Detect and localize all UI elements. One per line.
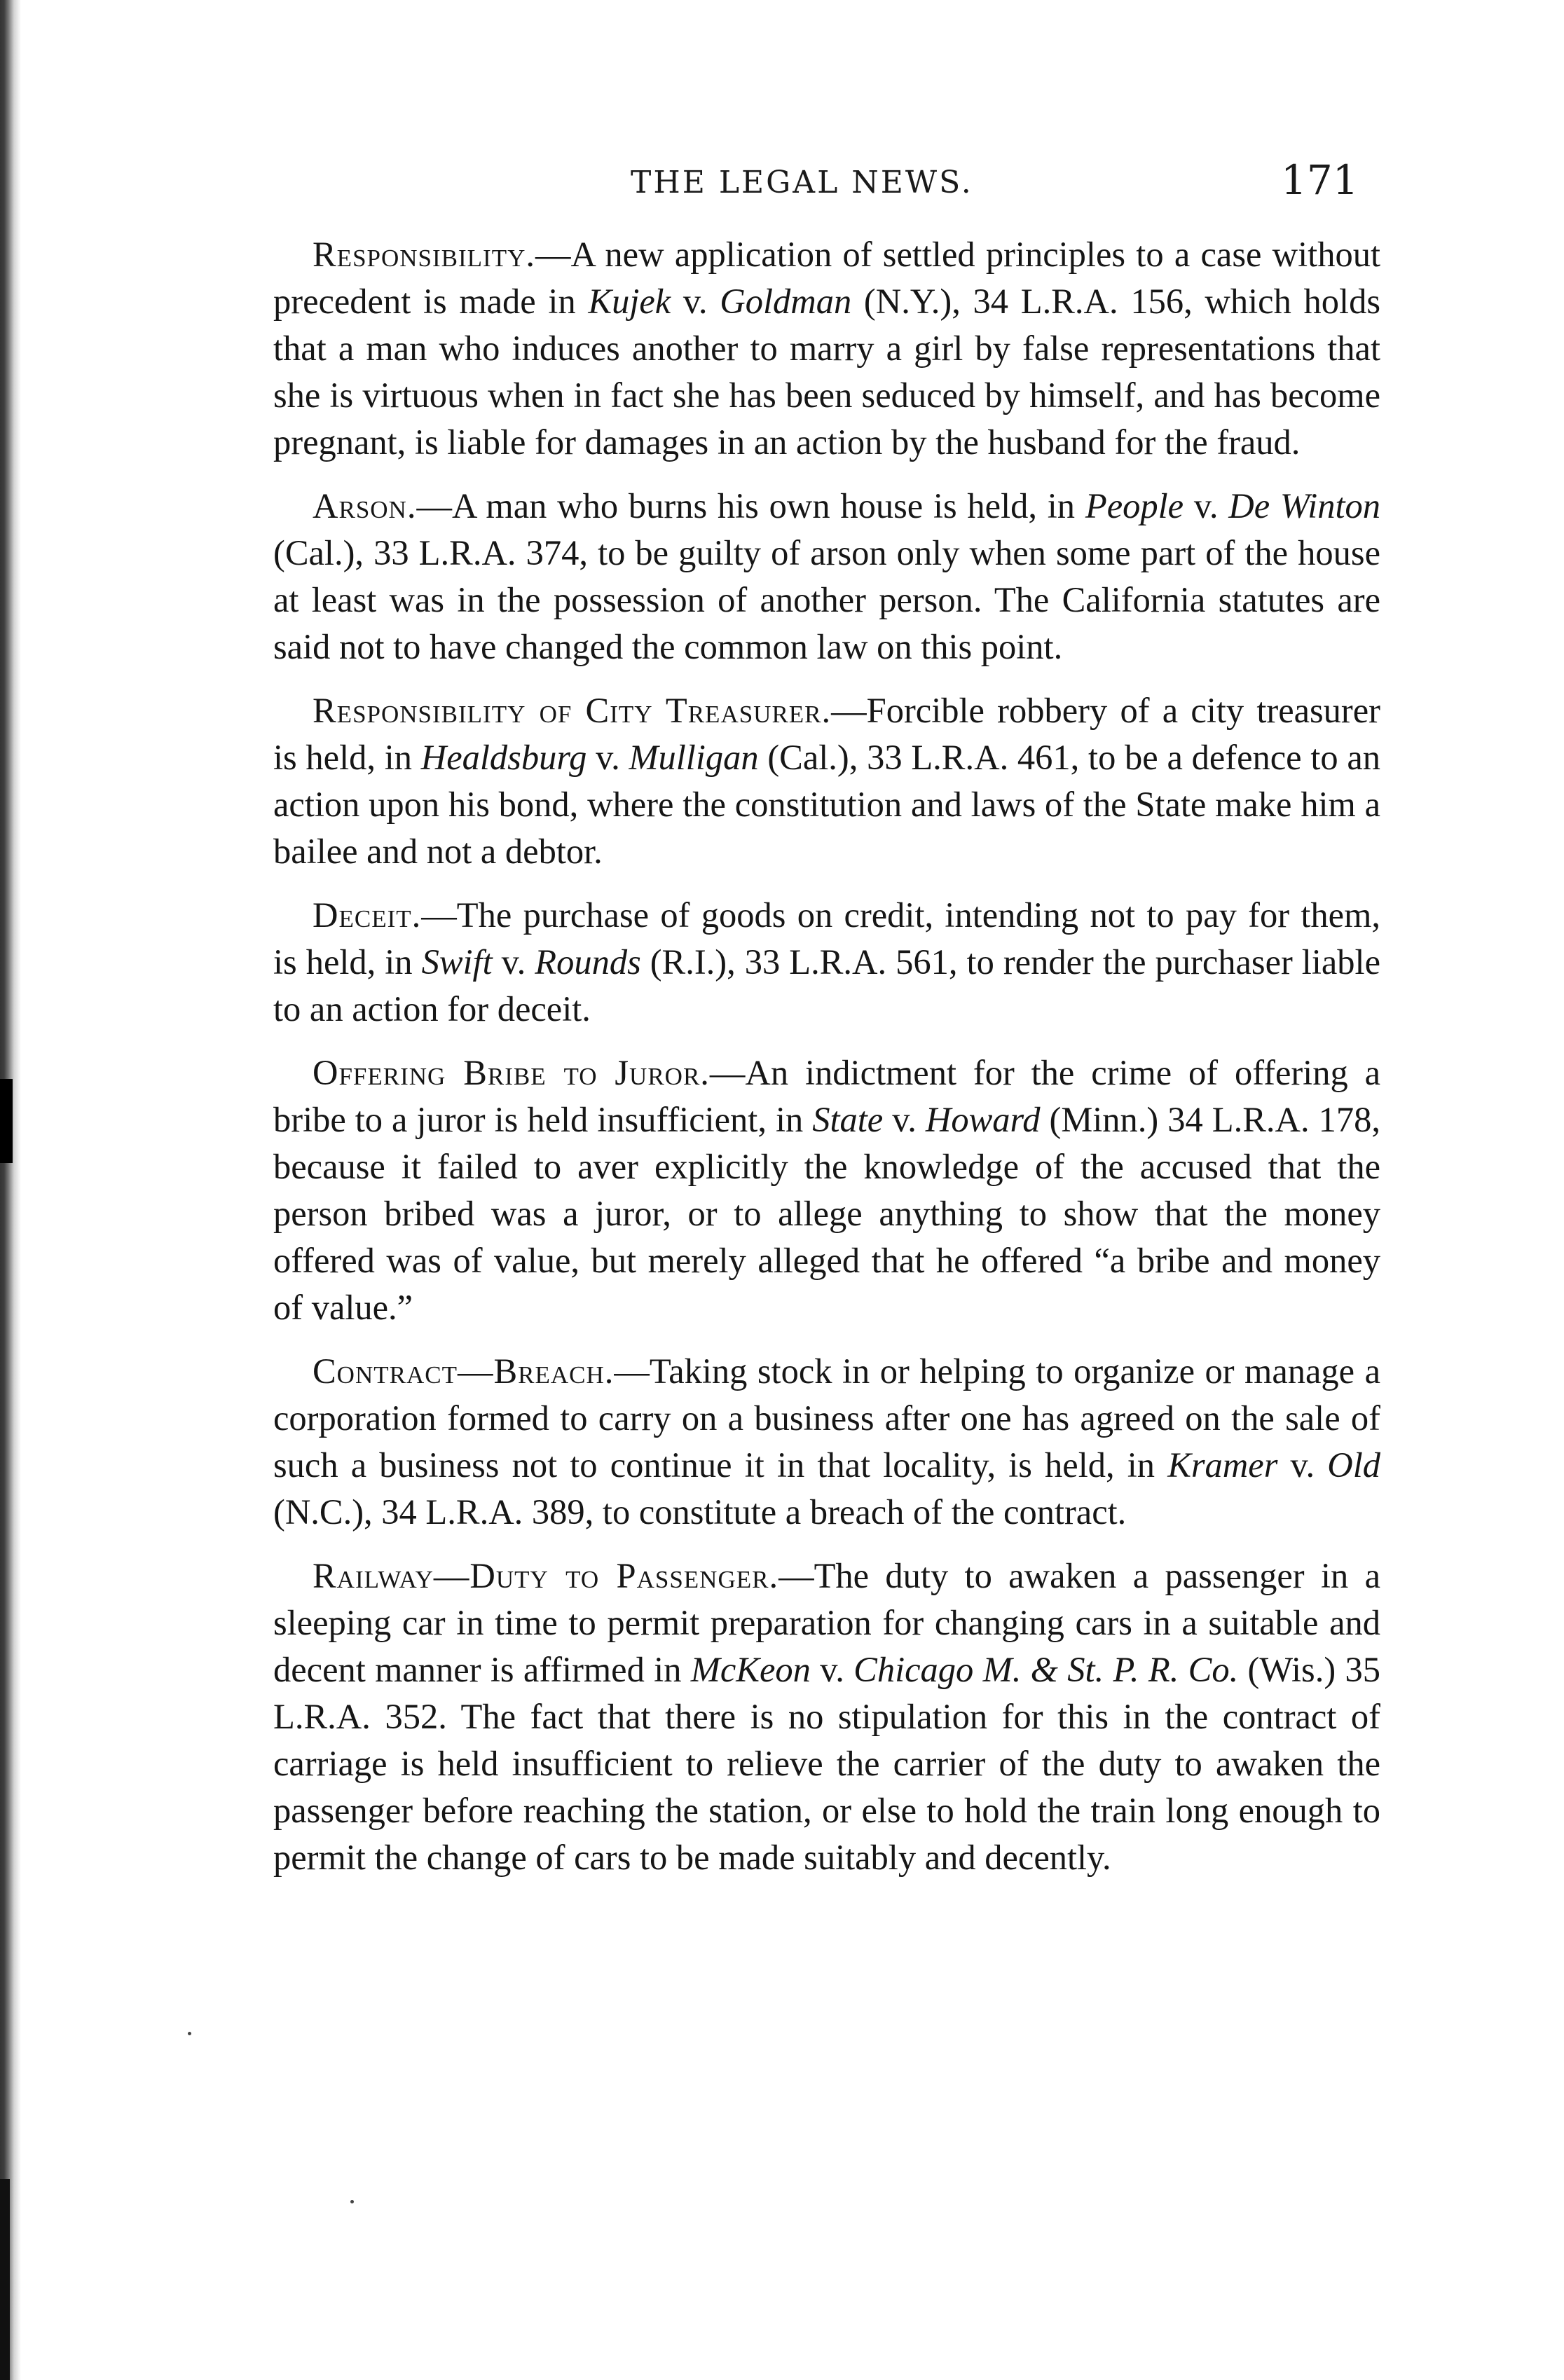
paragraph-deceit (273, 892, 1380, 1033)
paragraph-text: (N.C.), 34 L.R.A. 389, to constitute a breach of the contract. (273, 1492, 1127, 1532)
paragraph-arson (273, 483, 1380, 670)
paragraph-text: (Cal.), 33 L.R.A. 374, to be guilty of arson only when some part of the house at least was in the possession of another person. The California statutes are said not to have changed the common law on this point. (273, 533, 1380, 666)
section-heading: Contract—Breach. (313, 1351, 615, 1391)
section-heading: Offering Bribe to Juror. (313, 1053, 710, 1092)
scan-speck (350, 2200, 354, 2203)
paragraph-text: —Taking stock in or helping to organize or manage a corporation formed to carry on a business after one has agreed on the sale of such a business not to continue it in that locality, is held, in (273, 1351, 1380, 1485)
paragraph-railway (273, 1553, 1380, 1881)
case-name: Mulligan (629, 738, 759, 777)
paragraph-text: (Cal.), 33 L.R.A. 461, to be a defence to an action upon his bond, where the constitution and laws of the State make him a bailee and not a debtor. (273, 738, 1380, 871)
case-name: Chicago M. & St. P. R. Co. (853, 1650, 1239, 1689)
page-number: 171 (1281, 156, 1359, 204)
case-name: State (812, 1100, 884, 1139)
case-name: Howard (925, 1100, 1041, 1139)
paragraph-text: —An indictment for the crime of offering a bribe to a juror is held insufficient, in (273, 1053, 1381, 1139)
paragraph-text: —A new application of settled principles to a case without precedent is made in (273, 235, 1380, 321)
case-name: McKeon (690, 1650, 811, 1689)
running-title: THE LEGAL NEWS. (631, 165, 973, 200)
versus: v. (671, 282, 720, 321)
paragraph-text: —The purchase of goods on credit, intending not to pay for them, is held, in (273, 895, 1380, 982)
paragraph-text: (Minn.) 34 L.R.A. 178, because it failed to aver explicitly the knowledge of the accused that the person bribed was a juror, or to allege anything to show that the money offered was of value, but merely alleged that he offered “a bribe and money of value.” (273, 1100, 1380, 1327)
versus: v. (492, 942, 535, 982)
binding-mark (0, 1079, 13, 1163)
paragraph-bribe-juror (273, 1050, 1380, 1331)
section-heading: Railway—Duty to Passenger. (313, 1556, 779, 1595)
paragraph-city-treasurer (273, 687, 1380, 875)
case-name: Goldman (720, 282, 852, 321)
versus: v. (1184, 486, 1229, 525)
versus: v. (586, 738, 629, 777)
section-heading: Responsibility. (313, 235, 535, 274)
paragraph-text: (N.Y.), 34 L.R.A. 156, which holds that a man who induces another to marry a girl by false representations that she is virtuous when in fact she has been seduced by himself, and has become pregnant, is liable for damages in an action by the husband for the fraud. (273, 282, 1380, 462)
versus: v. (883, 1100, 926, 1139)
paragraph-text: —The duty to awaken a passenger in a sleeping car in time to permit preparation for changing cars in a suitable and decent manner is affirmed in (273, 1556, 1380, 1689)
article-body (273, 231, 1380, 1898)
paragraph-responsibility (273, 231, 1380, 466)
case-name: Healdsburg (420, 738, 587, 777)
section-heading: Arson. (313, 486, 417, 525)
case-name: People (1085, 486, 1184, 525)
paragraph-text: —A man who burns his own house is held, in (416, 486, 1085, 525)
paragraph-contract-breach (273, 1348, 1380, 1536)
section-heading: Responsibility of City Treasurer. (313, 691, 832, 730)
versus: v. (810, 1650, 854, 1689)
section-heading: Deceit. (313, 895, 422, 935)
scan-speck (188, 2032, 191, 2035)
case-name: Swift (421, 942, 493, 982)
versus: v. (1277, 1445, 1328, 1485)
page-header (0, 151, 1564, 207)
case-name: Kujek (588, 282, 671, 321)
paragraph-text: (Wis.) 35 L.R.A. 352. The fact that there is no stipulation for this in the contract of carriage is held insufficient to relieve the carrier of the duty to awaken the passenger before reaching the station, or else to hold the train long enough to permit the change of cars to be made suitably and decently. (273, 1650, 1380, 1877)
paragraph-text: —Forcible robbery of a city treasurer is held, in (273, 691, 1380, 777)
binding-shadow (0, 0, 21, 2380)
case-name: Rounds (535, 942, 641, 982)
binding-mark-bottom (0, 2179, 10, 2380)
case-name: De Winton (1228, 486, 1380, 525)
case-name: Kramer (1167, 1445, 1278, 1485)
case-name: Old (1327, 1445, 1380, 1485)
paragraph-text: (R.I.), 33 L.R.A. 561, to render the purchaser liable to an action for deceit. (273, 942, 1380, 1029)
